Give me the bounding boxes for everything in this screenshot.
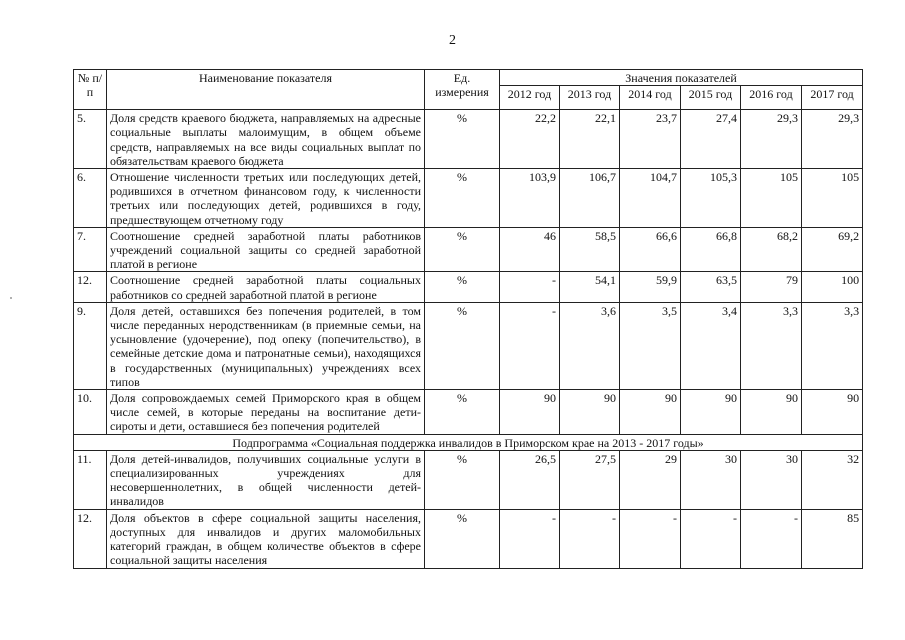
value-cell: 3,3: [741, 302, 802, 389]
table-row: [74, 227, 863, 272]
value-cell: 69,2: [802, 227, 863, 272]
value-cell: 27,4: [681, 110, 741, 169]
value-cell: 32: [802, 450, 863, 509]
value-cell: 22,1: [560, 110, 620, 169]
table-row: [74, 272, 863, 302]
value-cell: 22,2: [500, 110, 560, 169]
value-cell: 27,5: [560, 450, 620, 509]
value-cell: 90: [802, 390, 863, 435]
value-cell: 105,3: [681, 169, 741, 228]
indicator-name: Доля средств краевого бюджета, направляемых на адресные социальные выплаты малоимущим, в общем объеме средств, направляемых на все виды социальных выплат по обязательствам краевого бюджета: [107, 110, 425, 169]
header-unit: Ед. измерения: [425, 70, 500, 110]
value-cell: 90: [620, 390, 681, 435]
row-number: 7.: [74, 227, 107, 272]
row-number: 6.: [74, 169, 107, 228]
value-cell: 3,5: [620, 302, 681, 389]
value-cell: 30: [741, 450, 802, 509]
row-number: 12.: [74, 509, 107, 568]
header-year: 2017 год: [802, 86, 863, 110]
value-cell: 26,5: [500, 450, 560, 509]
indicator-name: Доля сопровождаемых семей Приморского края в общем числе семей, в которые переданы на воспитание дети-сироты и дети, оставшиеся без попечения родителей: [107, 390, 425, 435]
unit-cell: %: [425, 509, 500, 568]
unit-cell: %: [425, 272, 500, 302]
indicator-name: Доля детей, оставшихся без попечения родителей, в том числе переданных неродственникам (в приемные семьи, на усыновление (удочерение), под опеку (попечительство), в семейные детские дома и патронатные семьи), находящихся в государственных (муниципальных) учреждениях всех типов: [107, 302, 425, 389]
unit-cell: %: [425, 169, 500, 228]
value-cell: 68,2: [741, 227, 802, 272]
value-cell: 54,1: [560, 272, 620, 302]
table-row: [74, 390, 863, 435]
value-cell: 100: [802, 272, 863, 302]
value-cell: 90: [741, 390, 802, 435]
scan-speck: [10, 297, 12, 299]
value-cell: -: [500, 302, 560, 389]
header-year: 2012 год: [500, 86, 560, 110]
value-cell: 105: [802, 169, 863, 228]
section-row: [74, 434, 863, 450]
value-cell: -: [620, 509, 681, 568]
value-cell: 29: [620, 450, 681, 509]
value-cell: 3,3: [802, 302, 863, 389]
value-cell: 23,7: [620, 110, 681, 169]
value-cell: 59,9: [620, 272, 681, 302]
indicators-table: [73, 69, 863, 569]
subprogram-title: Подпрограмма «Социальная поддержка инвалидов в Приморском крае на 2013 - 2017 годы»: [74, 434, 863, 450]
row-number: 9.: [74, 302, 107, 389]
value-cell: 104,7: [620, 169, 681, 228]
value-cell: 66,6: [620, 227, 681, 272]
header-values-group: Значения показателей: [500, 70, 863, 86]
value-cell: 79: [741, 272, 802, 302]
value-cell: -: [560, 509, 620, 568]
indicator-name: Соотношение средней заработной платы социальных работников со средней заработной платой в регионе: [107, 272, 425, 302]
table-row: [74, 302, 863, 389]
unit-cell: %: [425, 110, 500, 169]
value-cell: 58,5: [560, 227, 620, 272]
value-cell: 90: [500, 390, 560, 435]
table-body: [74, 110, 863, 568]
value-cell: 90: [560, 390, 620, 435]
table-row: [74, 450, 863, 509]
header-year: 2013 год: [560, 86, 620, 110]
unit-cell: %: [425, 302, 500, 389]
table-row: [74, 110, 863, 169]
header-year: 2016 год: [741, 86, 802, 110]
value-cell: 90: [681, 390, 741, 435]
indicator-name: Доля объектов в сфере социальной защиты населения, доступных для инвалидов и других маломобильных категорий граждан, в общем количестве объектов в сфере социальной защиты населения: [107, 509, 425, 568]
unit-cell: %: [425, 227, 500, 272]
row-number: 5.: [74, 110, 107, 169]
unit-cell: %: [425, 450, 500, 509]
value-cell: 66,8: [681, 227, 741, 272]
value-cell: 46: [500, 227, 560, 272]
value-cell: 106,7: [560, 169, 620, 228]
header-num: № п/п: [74, 70, 107, 110]
page-number: 2: [449, 33, 456, 48]
value-cell: -: [500, 272, 560, 302]
value-cell: 103,9: [500, 169, 560, 228]
indicator-name: Соотношение средней заработной платы работников учреждений социальной защиты со средней заработной платой в регионе: [107, 227, 425, 272]
indicator-name: Отношение численности третьих или последующих детей, родившихся в отчетном финансовом году, к численности третьих или последующих детей, родившихся в году, предшествующем отчетному году: [107, 169, 425, 228]
value-cell: 3,6: [560, 302, 620, 389]
indicator-name: Доля детей-инвалидов, получивших социальные услуги в специализированных учреждениях для несовершеннолетних, в общей численности детей-инвалидов: [107, 450, 425, 509]
table-header: [74, 70, 863, 110]
row-number: 12.: [74, 272, 107, 302]
header-year: 2015 год: [681, 86, 741, 110]
header-year: 2014 год: [620, 86, 681, 110]
value-cell: -: [500, 509, 560, 568]
value-cell: -: [741, 509, 802, 568]
row-number: 11.: [74, 450, 107, 509]
value-cell: -: [681, 509, 741, 568]
value-cell: 105: [741, 169, 802, 228]
value-cell: 3,4: [681, 302, 741, 389]
value-cell: 63,5: [681, 272, 741, 302]
table-row: [74, 509, 863, 568]
value-cell: 29,3: [741, 110, 802, 169]
value-cell: 29,3: [802, 110, 863, 169]
value-cell: 85: [802, 509, 863, 568]
value-cell: 30: [681, 450, 741, 509]
table-row: [74, 169, 863, 228]
header-name: Наименование показателя: [107, 70, 425, 110]
row-number: 10.: [74, 390, 107, 435]
unit-cell: %: [425, 390, 500, 435]
